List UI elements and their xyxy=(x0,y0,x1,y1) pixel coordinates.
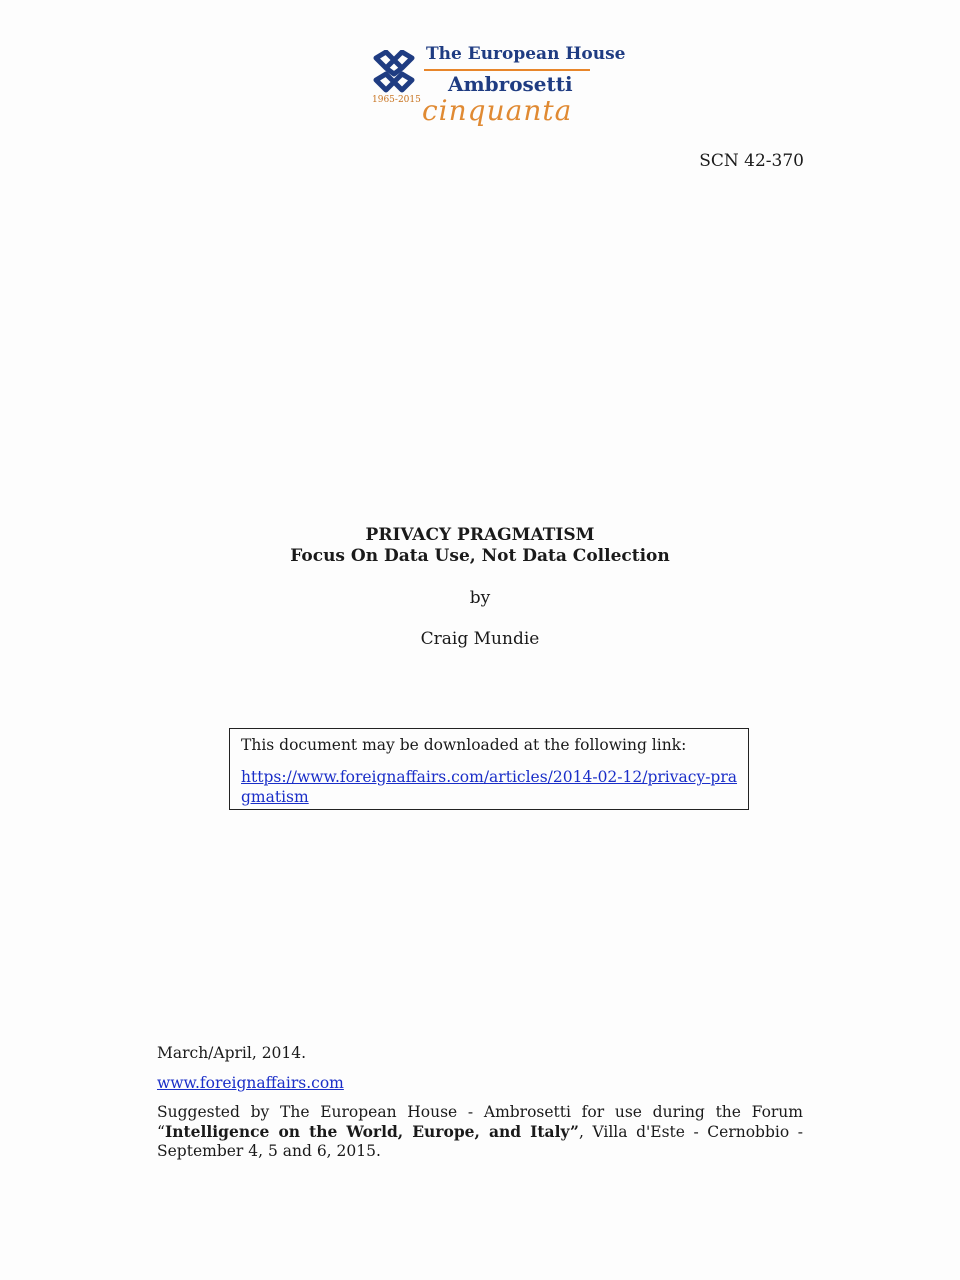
author-name: Craig Mundie xyxy=(420,629,540,649)
suggested-note xyxy=(157,1103,803,1161)
scn-code: SCN 42-370 xyxy=(699,151,804,171)
page-title: PRIVACY PRAGMATISM xyxy=(365,525,595,545)
logo-mark-icon xyxy=(370,50,420,94)
title-block xyxy=(0,525,960,567)
download-label: This document may be downloaded at the following link: xyxy=(241,736,687,754)
download-link[interactable]: https://www.foreignaffairs.com/articles/2014-02-12/privacy-pragmatism xyxy=(241,768,738,806)
ambrosetti-logo xyxy=(370,44,626,136)
site-link[interactable]: www.foreignaffairs.com xyxy=(157,1074,344,1092)
footer xyxy=(157,1043,803,1161)
forum-name: Intelligence on the World, Europe, and Italy” xyxy=(164,1122,579,1141)
suggested-suffix: , Villa d'Este - Cernobbio - September 4, 5 and 6, 2015. xyxy=(157,1123,803,1160)
logo-line2: Ambrosetti xyxy=(448,72,573,96)
logo-line1: The European House xyxy=(426,44,626,64)
logo-script: cinquanta xyxy=(422,94,573,127)
byline-by: by xyxy=(469,588,491,608)
suggested-prefix: Suggested by The European House - Ambrosetti for use during the Forum “ xyxy=(157,1103,803,1141)
logo-rule xyxy=(424,69,590,71)
logo-years: 1965-2015 xyxy=(372,95,421,105)
publication-date: March/April, 2014. xyxy=(157,1044,307,1062)
page-subtitle: Focus On Data Use, Not Data Collection xyxy=(290,546,670,566)
download-box xyxy=(229,728,749,810)
